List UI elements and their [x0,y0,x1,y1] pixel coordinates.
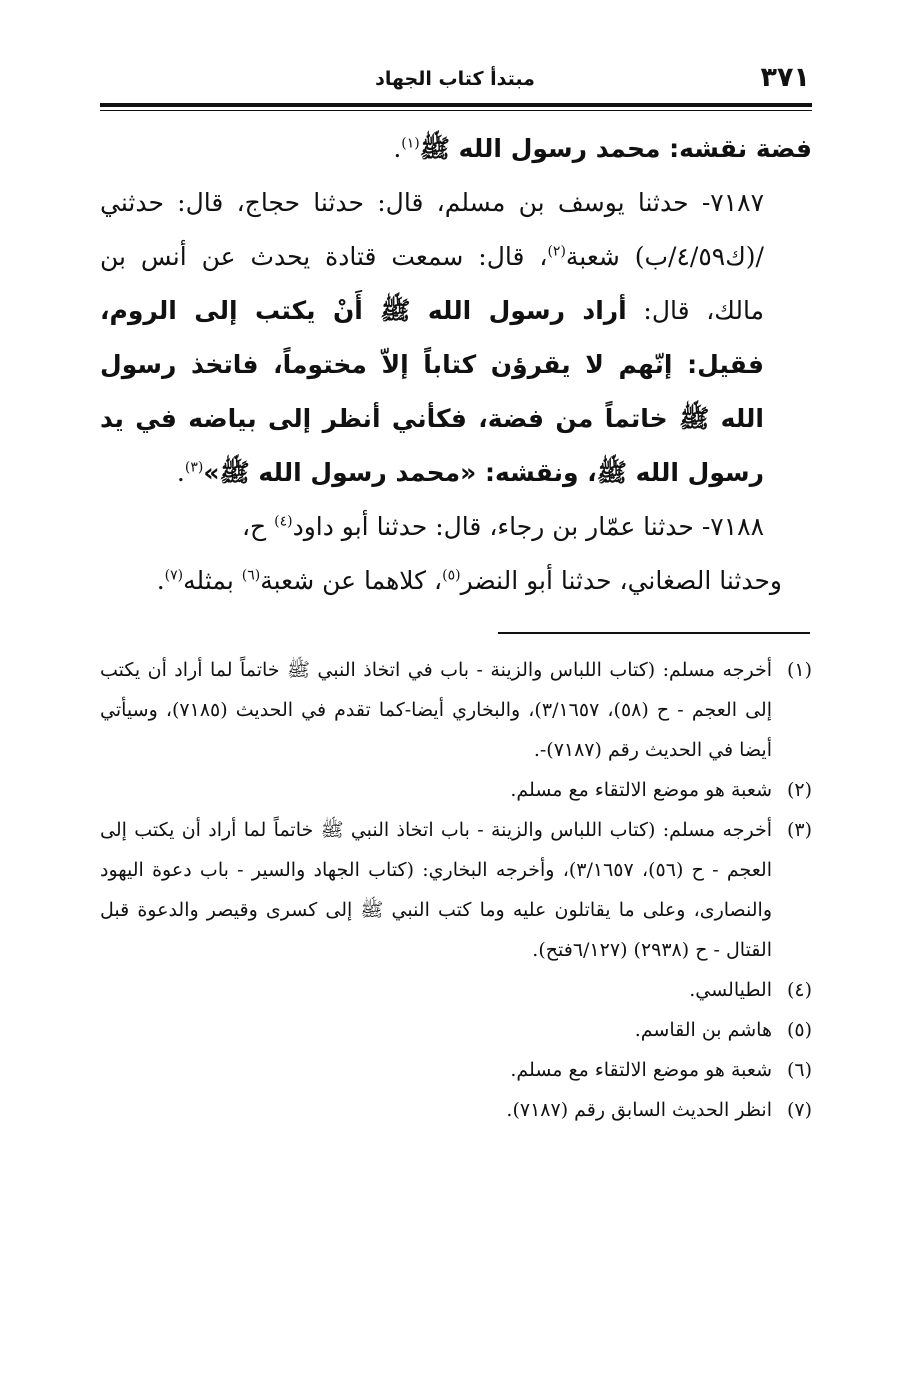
footnote-number: (٤) [786,979,812,1001]
hadith-7188-tail: . [156,566,165,595]
footnote-number: (٧) [786,1099,812,1121]
footnote-ref-3: (٣) [184,459,204,476]
footnote-ref-7: (٧) [164,567,184,584]
hadith-7188-isnad-c: وحدثنا الصغاني، حدثنا أبو النضر [460,566,782,595]
page-header [100,58,810,102]
footnote-text: الطيالسي. [689,979,772,1001]
footnote-text: أخرجه مسلم: (كتاب اللباس والزينة - باب في اتخاذ النبي ﷺ خاتماً لما أراد أن يكتب إلى العجم - ح (٥٨)، ٣/١٦٥٧)، والبخاري أيضا-كما تقدم في الحديث (٧١٨٥)، وسيأتي أيضا في الحديث رقم (٧١٨٧)-. [100,659,773,761]
hadith-7188-isnad-e: بمثله [183,566,242,595]
footnote-1 [100,650,812,770]
footnote-5 [100,1010,812,1050]
footnote-4 [100,970,812,1010]
footnote-ref-5: (٥) [442,567,461,584]
header-rule-thick [100,103,812,107]
footnotes [100,650,812,1130]
footnote-2 [100,770,812,810]
opening-line-tail: . [393,134,402,163]
hadith-7187-tail: . [176,458,185,487]
footnote-number: (٢) [786,779,812,801]
hadith-7187-isnad-a: ٧١٨٧- حدثنا يوسف بن مسلم، قال: حدثنا حجاج، قال: حدثني /(ك٤/٥٩/ب) شعبة [100,188,764,271]
hadith-7187-isnad-b: ، قال: سمعت قتادة يحدث عن أنس بن مالك، قال: [100,242,765,325]
footnote-number: (٦) [786,1059,812,1081]
footnote-number: (١) [786,659,812,681]
footnote-7 [100,1090,812,1130]
main-text [100,122,812,608]
hadith-7188-line2 [100,554,812,608]
hadith-7188-line1 [100,500,812,554]
hadith-7188-isnad-a: ٧١٨٨- حدثنا عمّار بن رجاء، قال: حدثنا أبو داود [292,512,764,541]
footnote-ref-2: (٢) [547,243,566,260]
opening-line [100,122,812,176]
footnote-6 [100,1050,812,1090]
footnote-text: هاشم بن القاسم. [634,1019,772,1041]
footnote-ref-1: (١) [401,135,420,152]
header-rule-thin [100,110,812,111]
opening-line-bold: فضة نقشه: محمد رسول الله ﷺ [419,134,812,163]
hadith-7187-matn: أراد رسول الله ﷺ أَنْ يكتب إلى الروم، فقيل: إنّهم لا يقرؤن كتاباً إلاّ مختوماً، فاتخذ رسول الله ﷺ خاتماً من فضة، فكأني أنظر إلى بياضه في يد رسول الله ﷺ، ونقشه: «محمد رسول الله ﷺ» [100,296,764,487]
hadith-7188-isnad-b: ح، [241,512,275,541]
page-number: ٣٧١ [760,62,810,93]
hadith-7187 [100,176,812,500]
footnote-ref-6: (٦) [241,567,261,584]
footnote-separator [498,632,810,634]
footnote-ref-4: (٤) [274,513,293,530]
footnote-text: شعبة هو موضع الالتقاء مع مسلم. [510,779,772,801]
footnote-text: شعبة هو موضع الالتقاء مع مسلم. [510,1059,772,1081]
footnote-number: (٣) [786,819,812,841]
footnote-text: انظر الحديث السابق رقم (٧١٨٧). [506,1099,772,1121]
footnote-number: (٥) [786,1019,812,1041]
running-title: مبتدأ كتاب الجهاد [375,68,535,90]
footnote-text: أخرجه مسلم: (كتاب اللباس والزينة - باب اتخاذ النبي ﷺ خاتماً لما أراد أن يكتب إلى العجم - ح (٥٦)، ٣/١٦٥٧)، وأخرجه البخاري: (كتاب الجهاد والسير - باب دعوة اليهود والنصارى، وعلى ما يقاتلون عليه وما كتب النبي ﷺ إلى كسرى وقيصر والدعوة قبل القتال - ح (٢٩٣٨) (٦/١٢٧فتح). [100,819,772,961]
hadith-7188-isnad-d: ، كلاهما عن شعبة [260,566,443,595]
footnote-3 [100,810,812,970]
